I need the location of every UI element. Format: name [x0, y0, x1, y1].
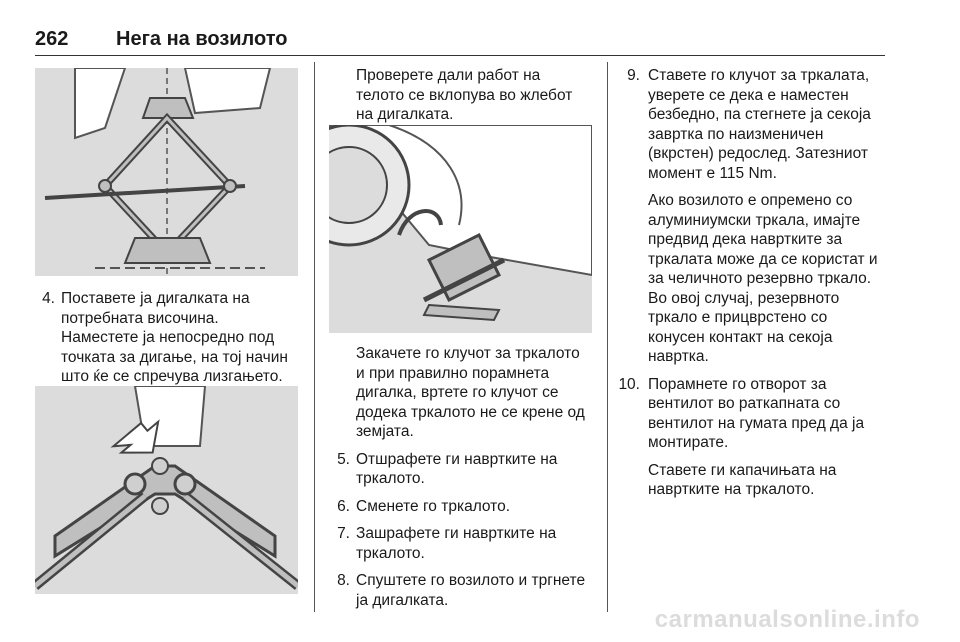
step-5-number: 5.: [337, 450, 350, 468]
step-9-line: безбедно, па стегнете ја секоја: [648, 106, 871, 123]
figure-jack-head-closeup: [35, 386, 298, 594]
intro-line: на дигалката.: [356, 106, 454, 123]
figure-wheel-lift: [329, 125, 592, 333]
column-2-text: [330, 66, 600, 125]
step-8-number: 8.: [337, 572, 350, 589]
step-9-note-line: навртка.: [648, 348, 709, 365]
step-4: [35, 289, 305, 387]
column-1-text: [35, 289, 305, 387]
wrench-line: дигалка, вртете го клучот се: [356, 384, 559, 401]
step-6-line: Сменете го тркалото.: [356, 497, 511, 515]
step-9-line: момент е 115 Nm.: [648, 164, 777, 182]
step-7-line: тркалото.: [356, 544, 425, 562]
step-6: [330, 497, 600, 517]
step-8: [330, 571, 600, 610]
step-10-note-line: Ставете ги капачињата на: [648, 461, 837, 479]
column-divider-1: [314, 62, 315, 612]
step-7: [330, 524, 600, 563]
step-6-number: 6.: [337, 497, 350, 515]
step-4-line: точката за дигање, на тој начин: [61, 348, 288, 366]
intro-line: Проверете дали работ на: [356, 67, 541, 84]
step-10-line: Порамнете го отворот за: [648, 375, 827, 393]
step-5-line: Отшрафете ги навртките на: [356, 450, 558, 468]
step-9-note-line: Ако возилото е опремено со: [648, 192, 853, 209]
step-9-line: Ставете го клучот за тркалата,: [648, 67, 870, 84]
step-7-number: 7.: [337, 525, 350, 542]
intro-line: телото се вклопува во жлебот: [356, 86, 573, 104]
step-4-line: потребната височина.: [61, 309, 219, 327]
step-9-note-line: конусен контакт на секоја: [648, 328, 833, 346]
step-9-line: уверете се дека е наместен: [648, 86, 849, 104]
column-2-steps: [330, 344, 600, 610]
step-9-note-line: Во овој случај, резервното: [648, 289, 840, 307]
step-10-line: монтирате.: [648, 434, 729, 451]
step-10-number: 10.: [618, 375, 640, 393]
step-9-note-line: алуминиумски тркала, имајте: [648, 211, 861, 229]
wrench-paragraph: [330, 344, 600, 442]
step-10-note-line: навртките на тркалото.: [648, 481, 815, 498]
step-9-note-line: тркало е прицврстено со: [648, 309, 828, 326]
wrench-line: земјата.: [356, 423, 414, 440]
page-title: Нега на возилото: [116, 28, 288, 50]
page-number: 262: [35, 28, 69, 50]
step-5-line: тркалото.: [356, 470, 425, 487]
step-4-line: Наместете ја непосредно под: [61, 329, 275, 346]
watermark: carmanualsonline.info: [654, 606, 920, 633]
step-9-line: завртка по наизменичен: [648, 125, 824, 143]
column-3-text: [618, 66, 893, 500]
step-9-note-line: предвид дека навртките за: [648, 231, 843, 248]
step-9-number: 9.: [627, 67, 640, 84]
wrench-line: и при правилно порамнета: [356, 364, 550, 382]
step-4-line: што ќе се спречува лизгањето.: [61, 368, 283, 385]
step-8-line: ја дигалката.: [356, 591, 449, 609]
wrench-line: додека тркалото не се крене од: [356, 403, 585, 421]
wrench-line: Закачете го клучот за тркалото: [356, 345, 580, 362]
column-divider-2: [607, 62, 608, 612]
step-10-line: вентилот во раткапната со: [648, 395, 841, 412]
header-rule: [35, 55, 885, 56]
step-10: [618, 375, 893, 453]
step-9-note-line: за челичното резервно тркало.: [648, 270, 872, 287]
figure-jack-position: [35, 68, 298, 276]
step-8-line: Спуштете го возилото и тргнете: [356, 572, 586, 589]
step-5: [330, 450, 600, 489]
intro-paragraph: [330, 66, 600, 125]
step-4-number: 4.: [42, 290, 55, 307]
step-4-line: Поставете ја дигалката на: [61, 290, 250, 307]
step-9: [618, 66, 893, 183]
step-9-note-line: тркалата може да се користат и: [648, 250, 878, 268]
step-9-line: (вкрстен) редослед. Затезниот: [648, 145, 868, 162]
step-7-line: Зашрафете ги навртките на: [356, 525, 557, 542]
step-9-note: [618, 191, 893, 367]
step-10-line: вентилот на гумата пред да ја: [648, 414, 865, 432]
step-10-note: [618, 461, 893, 500]
